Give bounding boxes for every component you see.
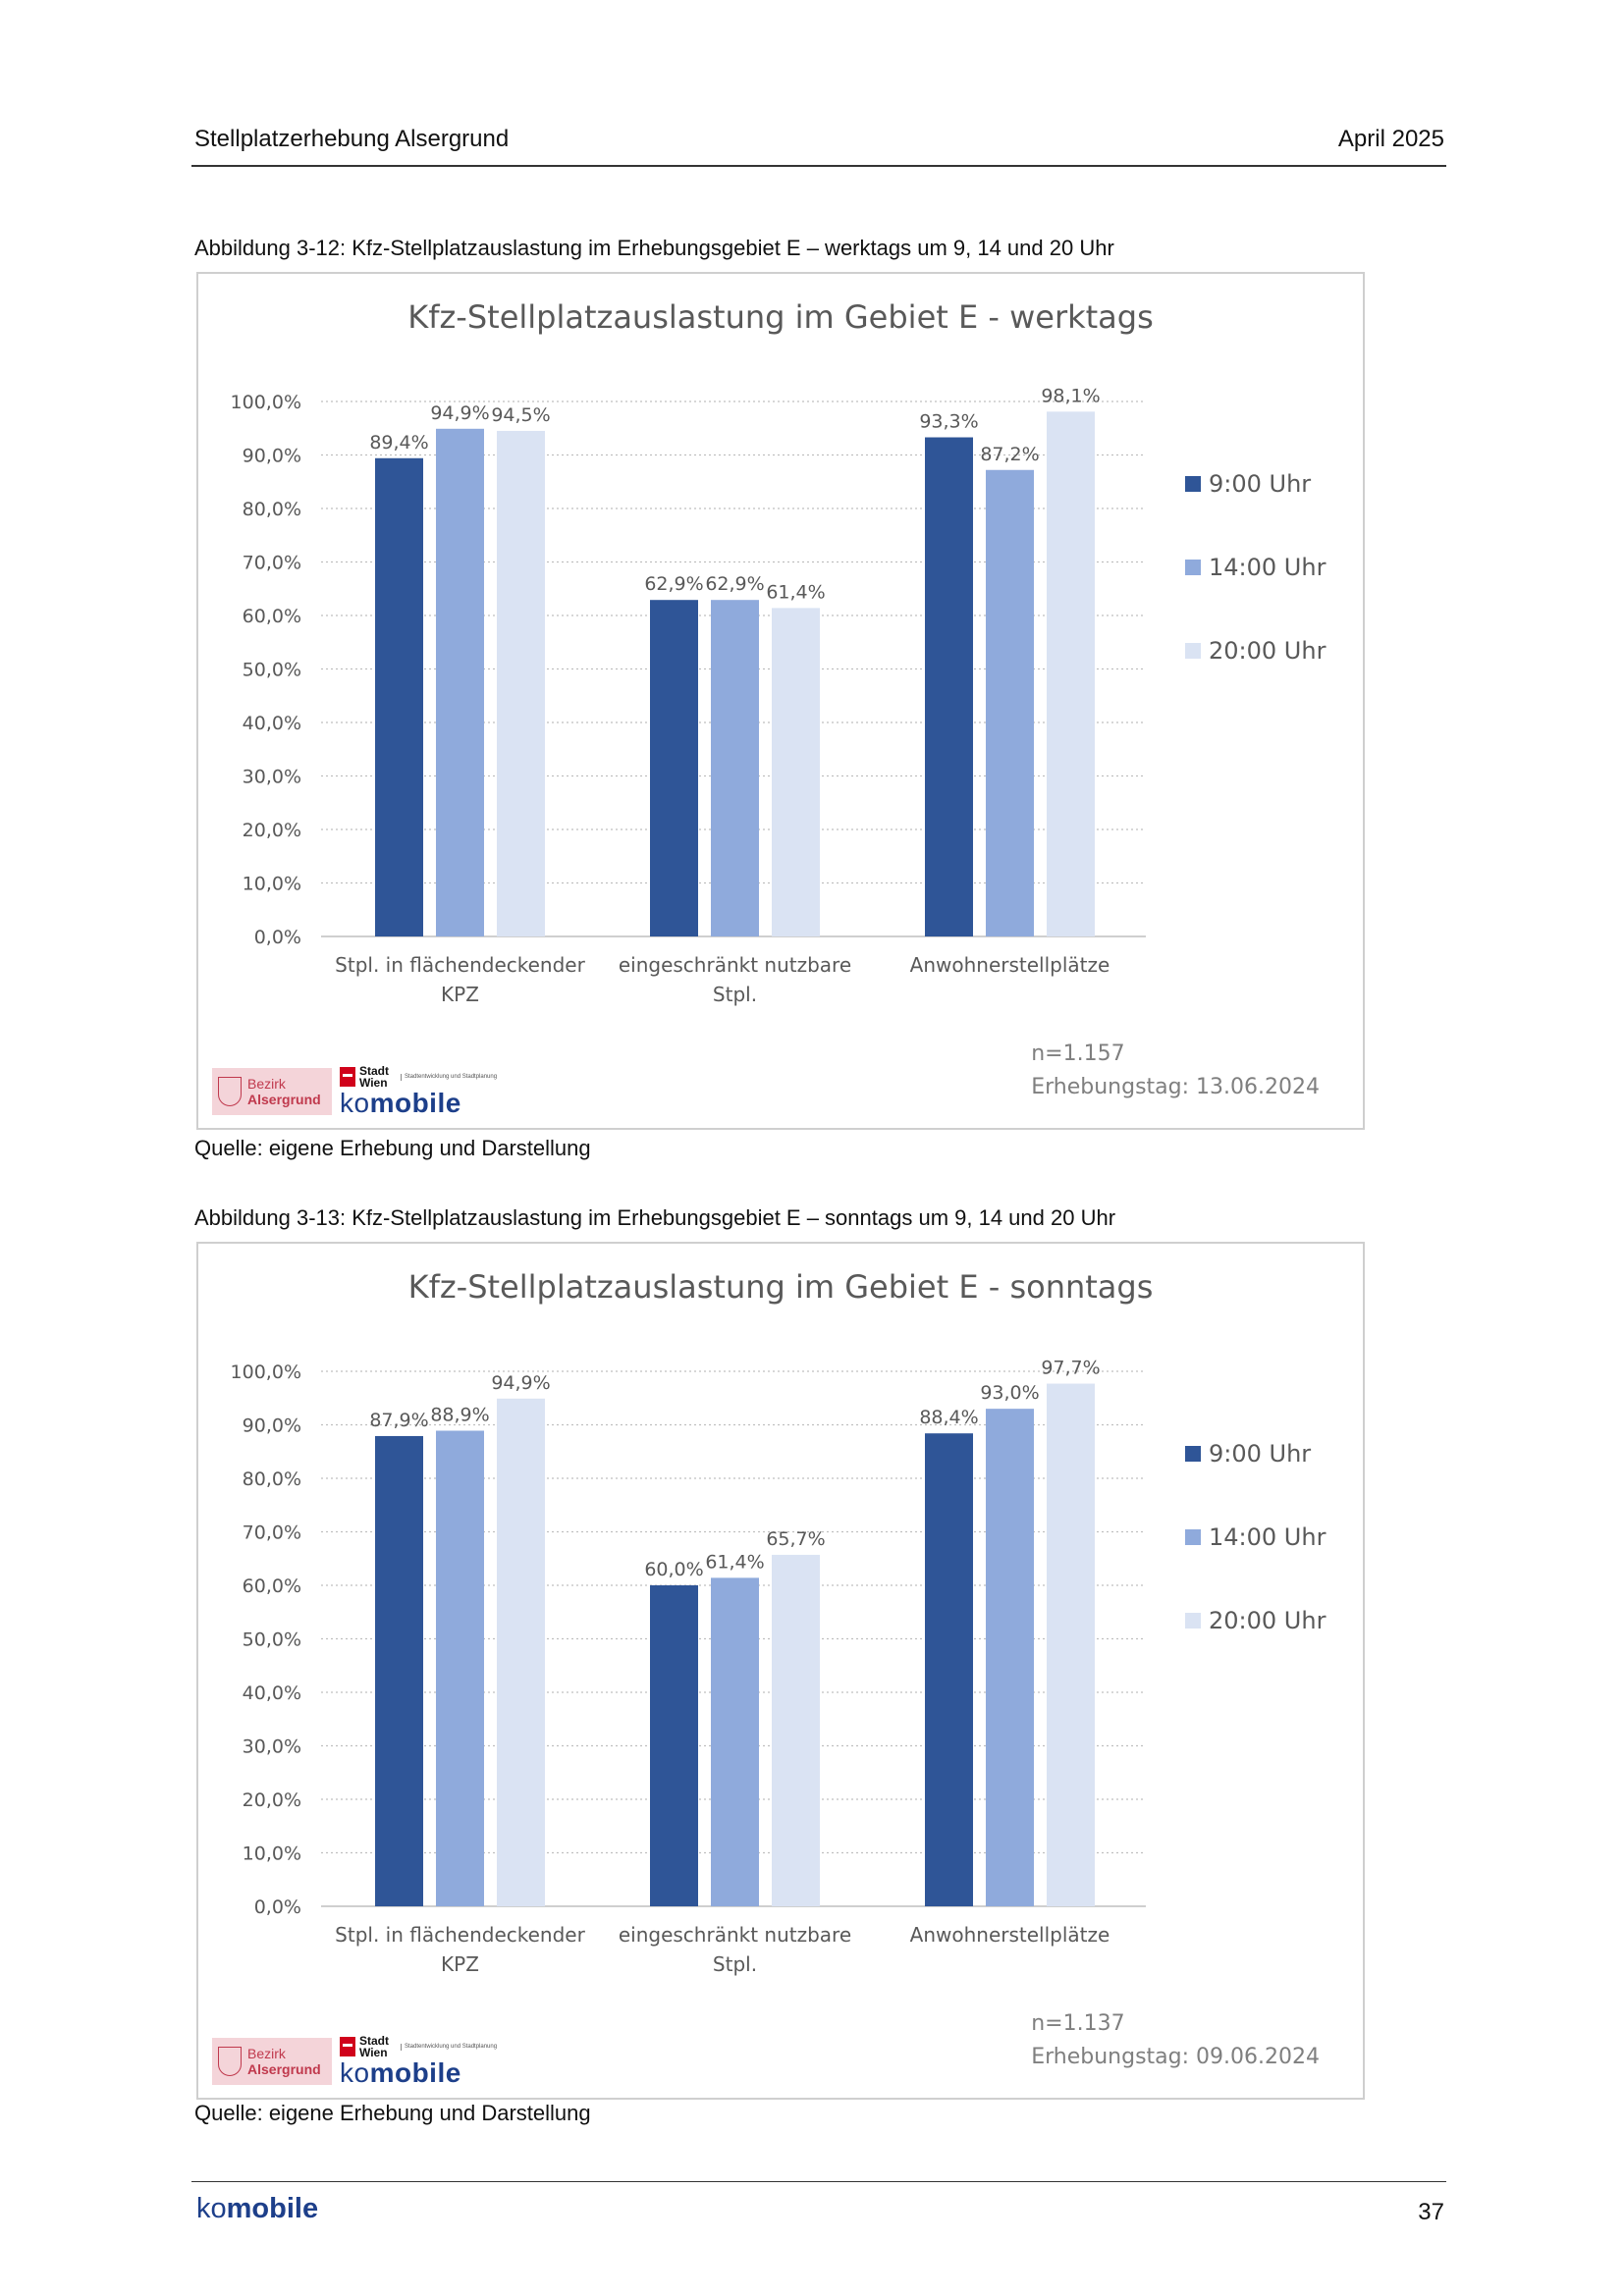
stadt-sub-label: Stadtentwicklung und Stadtplanung bbox=[401, 1074, 497, 1081]
data-label: 97,7% bbox=[1041, 1357, 1101, 1379]
chart-title: Kfz-Stellplatzauslastung im Gebiet E - werktags bbox=[407, 298, 1154, 336]
figure-source: Quelle: eigene Erhebung und Darstellung bbox=[194, 1136, 591, 1160]
legend-label: 9:00 Uhr bbox=[1209, 1440, 1312, 1468]
bar bbox=[925, 1433, 973, 1906]
komobile-mobile: mobile bbox=[369, 1088, 461, 1118]
stadt-label: Stadt bbox=[359, 2034, 389, 2048]
figure-caption: Abbildung 3-13: Kfz-Stellplatzauslastung im Erhebungsgebiet E – sonntags um 9, 14 und 20 Uhr bbox=[194, 1205, 1116, 1230]
chart-title: Kfz-Stellplatzauslastung im Gebiet E - sonntags bbox=[407, 1268, 1154, 1306]
bezirk-name: Alsergrund bbox=[247, 2061, 321, 2077]
survey-date: Erhebungstag: 13.06.2024 bbox=[1031, 1075, 1320, 1099]
y-tick-label: 10,0% bbox=[242, 1842, 301, 1865]
legend-swatch bbox=[1185, 560, 1201, 575]
figure-caption: Abbildung 3-12: Kfz-Stellplatzauslastung im Erhebungsgebiet E – werktags um 9, 14 und 20 Uhr bbox=[194, 236, 1114, 260]
logo-strip bbox=[212, 1065, 497, 1118]
y-tick-label: 20,0% bbox=[242, 820, 301, 841]
data-label: 62,9% bbox=[644, 573, 704, 596]
wien-label: Wien bbox=[359, 1076, 388, 1090]
page-number: 37 bbox=[1418, 2199, 1444, 2225]
x-category-label: Anwohnerstellplätze bbox=[909, 953, 1110, 977]
y-tick-label: 90,0% bbox=[242, 1415, 301, 1437]
data-label: 93,0% bbox=[980, 1382, 1040, 1405]
bar-chart-weekday bbox=[198, 274, 1363, 1128]
footer-logo-mobile: mobile bbox=[226, 2193, 319, 2224]
footer-logo-ko: ko bbox=[196, 2193, 227, 2224]
survey-date: Erhebungstag: 09.06.2024 bbox=[1031, 2045, 1320, 2069]
data-label: 87,9% bbox=[369, 1409, 429, 1431]
y-tick-label: 20,0% bbox=[242, 1789, 301, 1811]
bezirk-alsergrund-logo bbox=[212, 2038, 332, 2085]
bar bbox=[1047, 411, 1095, 936]
bar bbox=[986, 470, 1034, 936]
bar bbox=[650, 600, 698, 936]
legend-swatch bbox=[1185, 476, 1201, 492]
legend-swatch bbox=[1185, 1613, 1201, 1629]
bezirk-alsergrund-logo bbox=[212, 1068, 332, 1115]
y-tick-label: 0,0% bbox=[253, 1896, 301, 1918]
crest-icon bbox=[218, 2047, 242, 2076]
y-tick-label: 40,0% bbox=[242, 713, 301, 734]
bezirk-label: Bezirk bbox=[247, 2046, 286, 2061]
wien-shield-icon bbox=[340, 2037, 355, 2056]
data-label: 94,5% bbox=[491, 403, 551, 426]
legend-swatch bbox=[1185, 643, 1201, 659]
bar bbox=[1047, 1384, 1095, 1906]
legend-label: 20:00 Uhr bbox=[1209, 637, 1326, 665]
bar bbox=[772, 608, 820, 936]
footer-komobile-logo bbox=[196, 2193, 318, 2225]
bezirk-name: Alsergrund bbox=[247, 1092, 321, 1107]
y-tick-label: 50,0% bbox=[242, 1629, 301, 1651]
x-category-label: Anwohnerstellplätze bbox=[909, 1923, 1110, 1947]
komobile-ko: ko bbox=[340, 2057, 370, 2088]
data-label: 60,0% bbox=[644, 1559, 704, 1580]
data-label: 93,3% bbox=[919, 410, 979, 433]
logo-strip bbox=[212, 2035, 497, 2088]
y-tick-label: 70,0% bbox=[242, 1522, 301, 1544]
x-category-label: KPZ bbox=[441, 1952, 479, 1976]
figure-source: Quelle: eigene Erhebung und Darstellung bbox=[194, 2101, 591, 2125]
y-tick-label: 100,0% bbox=[230, 1362, 301, 1383]
bar bbox=[711, 1577, 759, 1906]
bar-chart-sunday bbox=[198, 1244, 1363, 2098]
document-header-title: Stellplatzerhebung Alsergrund bbox=[194, 126, 510, 152]
chart-frame bbox=[196, 1242, 1365, 2100]
y-tick-label: 60,0% bbox=[242, 606, 301, 627]
x-category-label: eingeschränkt nutzbare bbox=[618, 1923, 852, 1947]
bar bbox=[650, 1585, 698, 1906]
x-category-label: Stpl. bbox=[712, 983, 758, 1006]
data-label: 61,4% bbox=[766, 581, 826, 604]
stadt-label: Stadt bbox=[359, 1064, 389, 1078]
x-category-label: eingeschränkt nutzbare bbox=[618, 953, 852, 977]
y-tick-label: 0,0% bbox=[253, 927, 301, 948]
header-divider bbox=[191, 165, 1446, 167]
document-header-date: April 2025 bbox=[1337, 126, 1444, 152]
data-label: 88,9% bbox=[430, 1404, 490, 1426]
stadt-wien-komobile-logo bbox=[340, 2035, 497, 2088]
stadt-wien-komobile-logo bbox=[340, 1065, 497, 1118]
y-tick-label: 30,0% bbox=[242, 766, 301, 788]
x-category-label: Stpl. in flächendeckender bbox=[335, 1923, 585, 1947]
data-label: 65,7% bbox=[766, 1527, 826, 1550]
wien-label: Wien bbox=[359, 2046, 388, 2059]
bar bbox=[711, 600, 759, 936]
data-label: 87,2% bbox=[980, 443, 1040, 465]
x-category-label: Stpl. bbox=[712, 1952, 758, 1976]
data-label: 94,9% bbox=[430, 401, 490, 424]
y-tick-label: 30,0% bbox=[242, 1735, 301, 1758]
y-tick-label: 10,0% bbox=[242, 873, 301, 895]
legend-label: 9:00 Uhr bbox=[1209, 470, 1312, 498]
y-tick-label: 80,0% bbox=[242, 499, 301, 520]
x-category-label: Stpl. in flächendeckender bbox=[335, 953, 585, 977]
sample-size: n=1.137 bbox=[1031, 2011, 1125, 2036]
bar bbox=[497, 431, 545, 936]
bar bbox=[375, 1436, 423, 1906]
bar bbox=[436, 1430, 484, 1906]
x-category-label: KPZ bbox=[441, 983, 479, 1006]
sample-size: n=1.157 bbox=[1031, 1041, 1125, 1066]
legend-label: 14:00 Uhr bbox=[1209, 554, 1326, 581]
y-tick-label: 80,0% bbox=[242, 1468, 301, 1490]
legend-swatch bbox=[1185, 1446, 1201, 1462]
bar bbox=[986, 1409, 1034, 1906]
data-label: 94,9% bbox=[491, 1371, 551, 1394]
data-label: 98,1% bbox=[1041, 385, 1101, 407]
komobile-mobile: mobile bbox=[369, 2057, 461, 2088]
y-tick-label: 90,0% bbox=[242, 445, 301, 467]
chart-frame bbox=[196, 272, 1365, 1130]
data-label: 61,4% bbox=[705, 1551, 765, 1574]
y-tick-label: 40,0% bbox=[242, 1682, 301, 1704]
y-tick-label: 100,0% bbox=[230, 392, 301, 413]
stadt-sub-label: Stadtentwicklung und Stadtplanung bbox=[401, 2044, 497, 2051]
bar bbox=[375, 458, 423, 936]
bar bbox=[497, 1399, 545, 1906]
footer-divider bbox=[191, 2181, 1446, 2182]
bar bbox=[436, 429, 484, 936]
data-label: 88,4% bbox=[919, 1407, 979, 1429]
legend-label: 20:00 Uhr bbox=[1209, 1607, 1326, 1634]
y-tick-label: 70,0% bbox=[242, 552, 301, 574]
legend-label: 14:00 Uhr bbox=[1209, 1523, 1326, 1551]
y-tick-label: 50,0% bbox=[242, 659, 301, 681]
data-label: 62,9% bbox=[705, 573, 765, 596]
data-label: 89,4% bbox=[369, 431, 429, 454]
legend-swatch bbox=[1185, 1529, 1201, 1545]
y-tick-label: 60,0% bbox=[242, 1575, 301, 1597]
bar bbox=[772, 1555, 820, 1906]
crest-icon bbox=[218, 1077, 242, 1106]
bar bbox=[925, 438, 973, 936]
wien-shield-icon bbox=[340, 1067, 355, 1087]
bezirk-label: Bezirk bbox=[247, 1076, 286, 1092]
komobile-ko: ko bbox=[340, 1088, 370, 1118]
